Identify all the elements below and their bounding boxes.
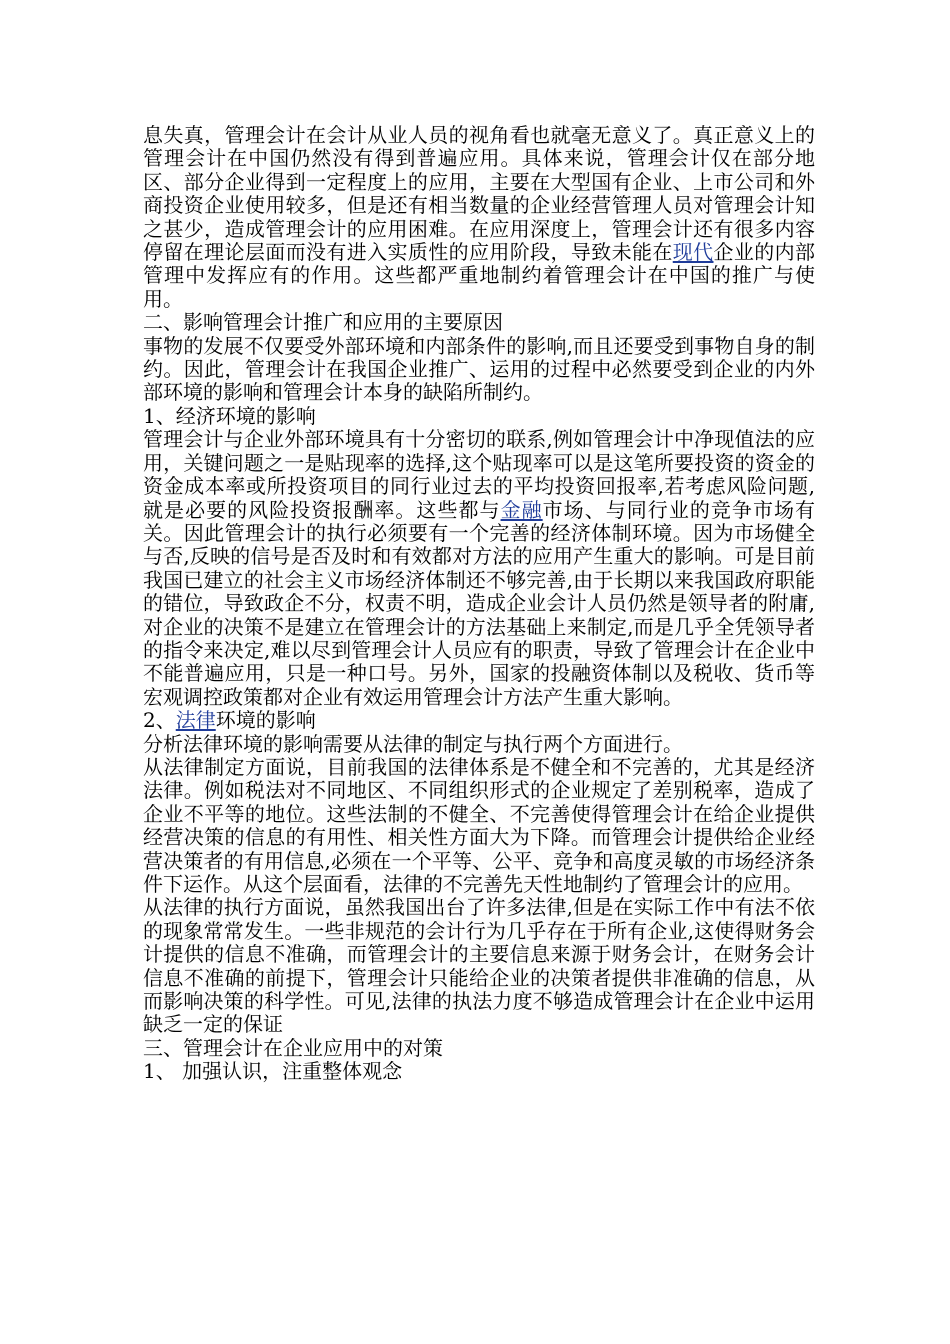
subheading-legal-environment xyxy=(143,709,815,732)
subheading-awareness: 1、 加强认识，注重整体观念 xyxy=(143,1059,403,1084)
link-jinrong[interactable]: 金融 xyxy=(500,497,543,522)
paragraph-intro-text: 息失真，管理会计在会计从业人员的视角看也就毫无意义了。真正意义上的管理会计在中国仍然没有得到普遍应用。具体来说，管理会计仅在部分地区、部分企业得到一定程度上的应用，主要在大型国有企业、上市公司和外商投资企业使用较多，但是还有相当数量的企业经营管理人员对管理会计知之甚少，造成管理会计的应用困难。在应用深度上，管理会计还有很多内容停留在理论层面而没有进入实质性的应用阶段，导致未能在 xyxy=(143,123,815,265)
paragraph-reasons: 事物的发展不仅要受外部环境和内部条件的影响,而且还要受到事物自身的制约。因此，管理会计在我国企业推广、运用的过程中必然要受到企业的内外部环境的影响和管理会计本身的缺陷所制约。 xyxy=(143,333,815,405)
paragraph-economic-text: 管理会计与企业外部环境具有十分密切的联系,例如管理会计中净现值法的应用，关键问题之一是贴现率的选择,这个贴现率可以是这笔所要投资的资金的资金成本率或所投资项目的同行业过去的平均投资回报率,若考虑风险问题,就是必要的风险投资报酬率。这些都与 xyxy=(143,427,815,522)
link-falv[interactable]: 法律 xyxy=(175,708,216,733)
paragraph-legal-intro: 分析法律环境的影响需要从法律的制定与执行两个方面进行。 xyxy=(143,731,683,756)
paragraph-legal-making: 从法律制定方面说，目前我国的法律体系是不健全和不完善的，尤其是经济法律。例如税法对不同地区、不同组织形式的企业规定了差别税率，造成了企业不平等的地位。这些法制的不健全、不完善使得管理会计在给企业提供经营决策的信息的有用性、相关性方面大为下降。而管理会计提供给企业经营决策者的有用信息,必须在一个平等、公平、竞争和高度灵敏的市场经济条件下运作。从这个层面看，法律的不完善先天性地制约了管理会计的应用。 xyxy=(143,754,815,896)
paragraph-economic-text-end: 市场、与同行业的竞争市场有关。因此管理会计的执行必须要有一个完善的经济体制环境。因为市场健全与否,反映的信号是否及时和有效都对方法的应用产生重大的影响。可是目前我国已建立的社会主义市场经济体制还不够完善,由于长期以来我国政府职能的错位，导致政企不分，权责不明，造成企业会计人员仍然是领导者的附庸,对企业的决策不是建立在管理会计的方法基础上来制定,而是几乎全凭领导者的指令来决定,难以尽到管理会计人员应有的职责，导致了管理会计在企业中不能普遍应用，只是一种口号。另外，国家的投融资体制以及税收、货币等宏观调控政策都对企业有效运用管理会计方法产生重大影响。 xyxy=(143,497,816,709)
section-heading-3: 三、管理会计在企业应用中的对策 xyxy=(143,1035,443,1060)
subheading-legal-number: 2、 xyxy=(143,708,176,733)
paragraph-intro-text-end: 企业的内部管理中发挥应有的作用。这些都严重地制约着管理会计在中国的推广与使用。 xyxy=(143,240,815,311)
subheading-economic-environment: 1、经济环境的影响 xyxy=(143,403,316,428)
paragraph-intro xyxy=(143,124,815,311)
section-heading-2: 二、影响管理会计推广和应用的主要原因 xyxy=(143,310,503,335)
link-xiandai[interactable]: 现代 xyxy=(672,240,714,265)
paragraph-legal-enforcement: 从法律的执行方面说，虽然我国出台了许多法律,但是在实际工作中有法不依的现象常常发生。一些非规范的会计行为几乎存在于所有企业,这使得财务会计提供的信息不准确，而管理会计的主要信息来源于财务会计，在财务会计信息不准确的前提下，管理会计只能给企业的决策者提供非准确的信息，从而影响决策的科学性。可见,法律的执法力度不够造成管理会计在企业中运用缺乏一定的保证 xyxy=(143,895,815,1037)
paragraph-economic xyxy=(143,428,815,709)
subheading-legal-text: 环境的影响 xyxy=(215,708,316,733)
document-body xyxy=(143,124,815,1084)
